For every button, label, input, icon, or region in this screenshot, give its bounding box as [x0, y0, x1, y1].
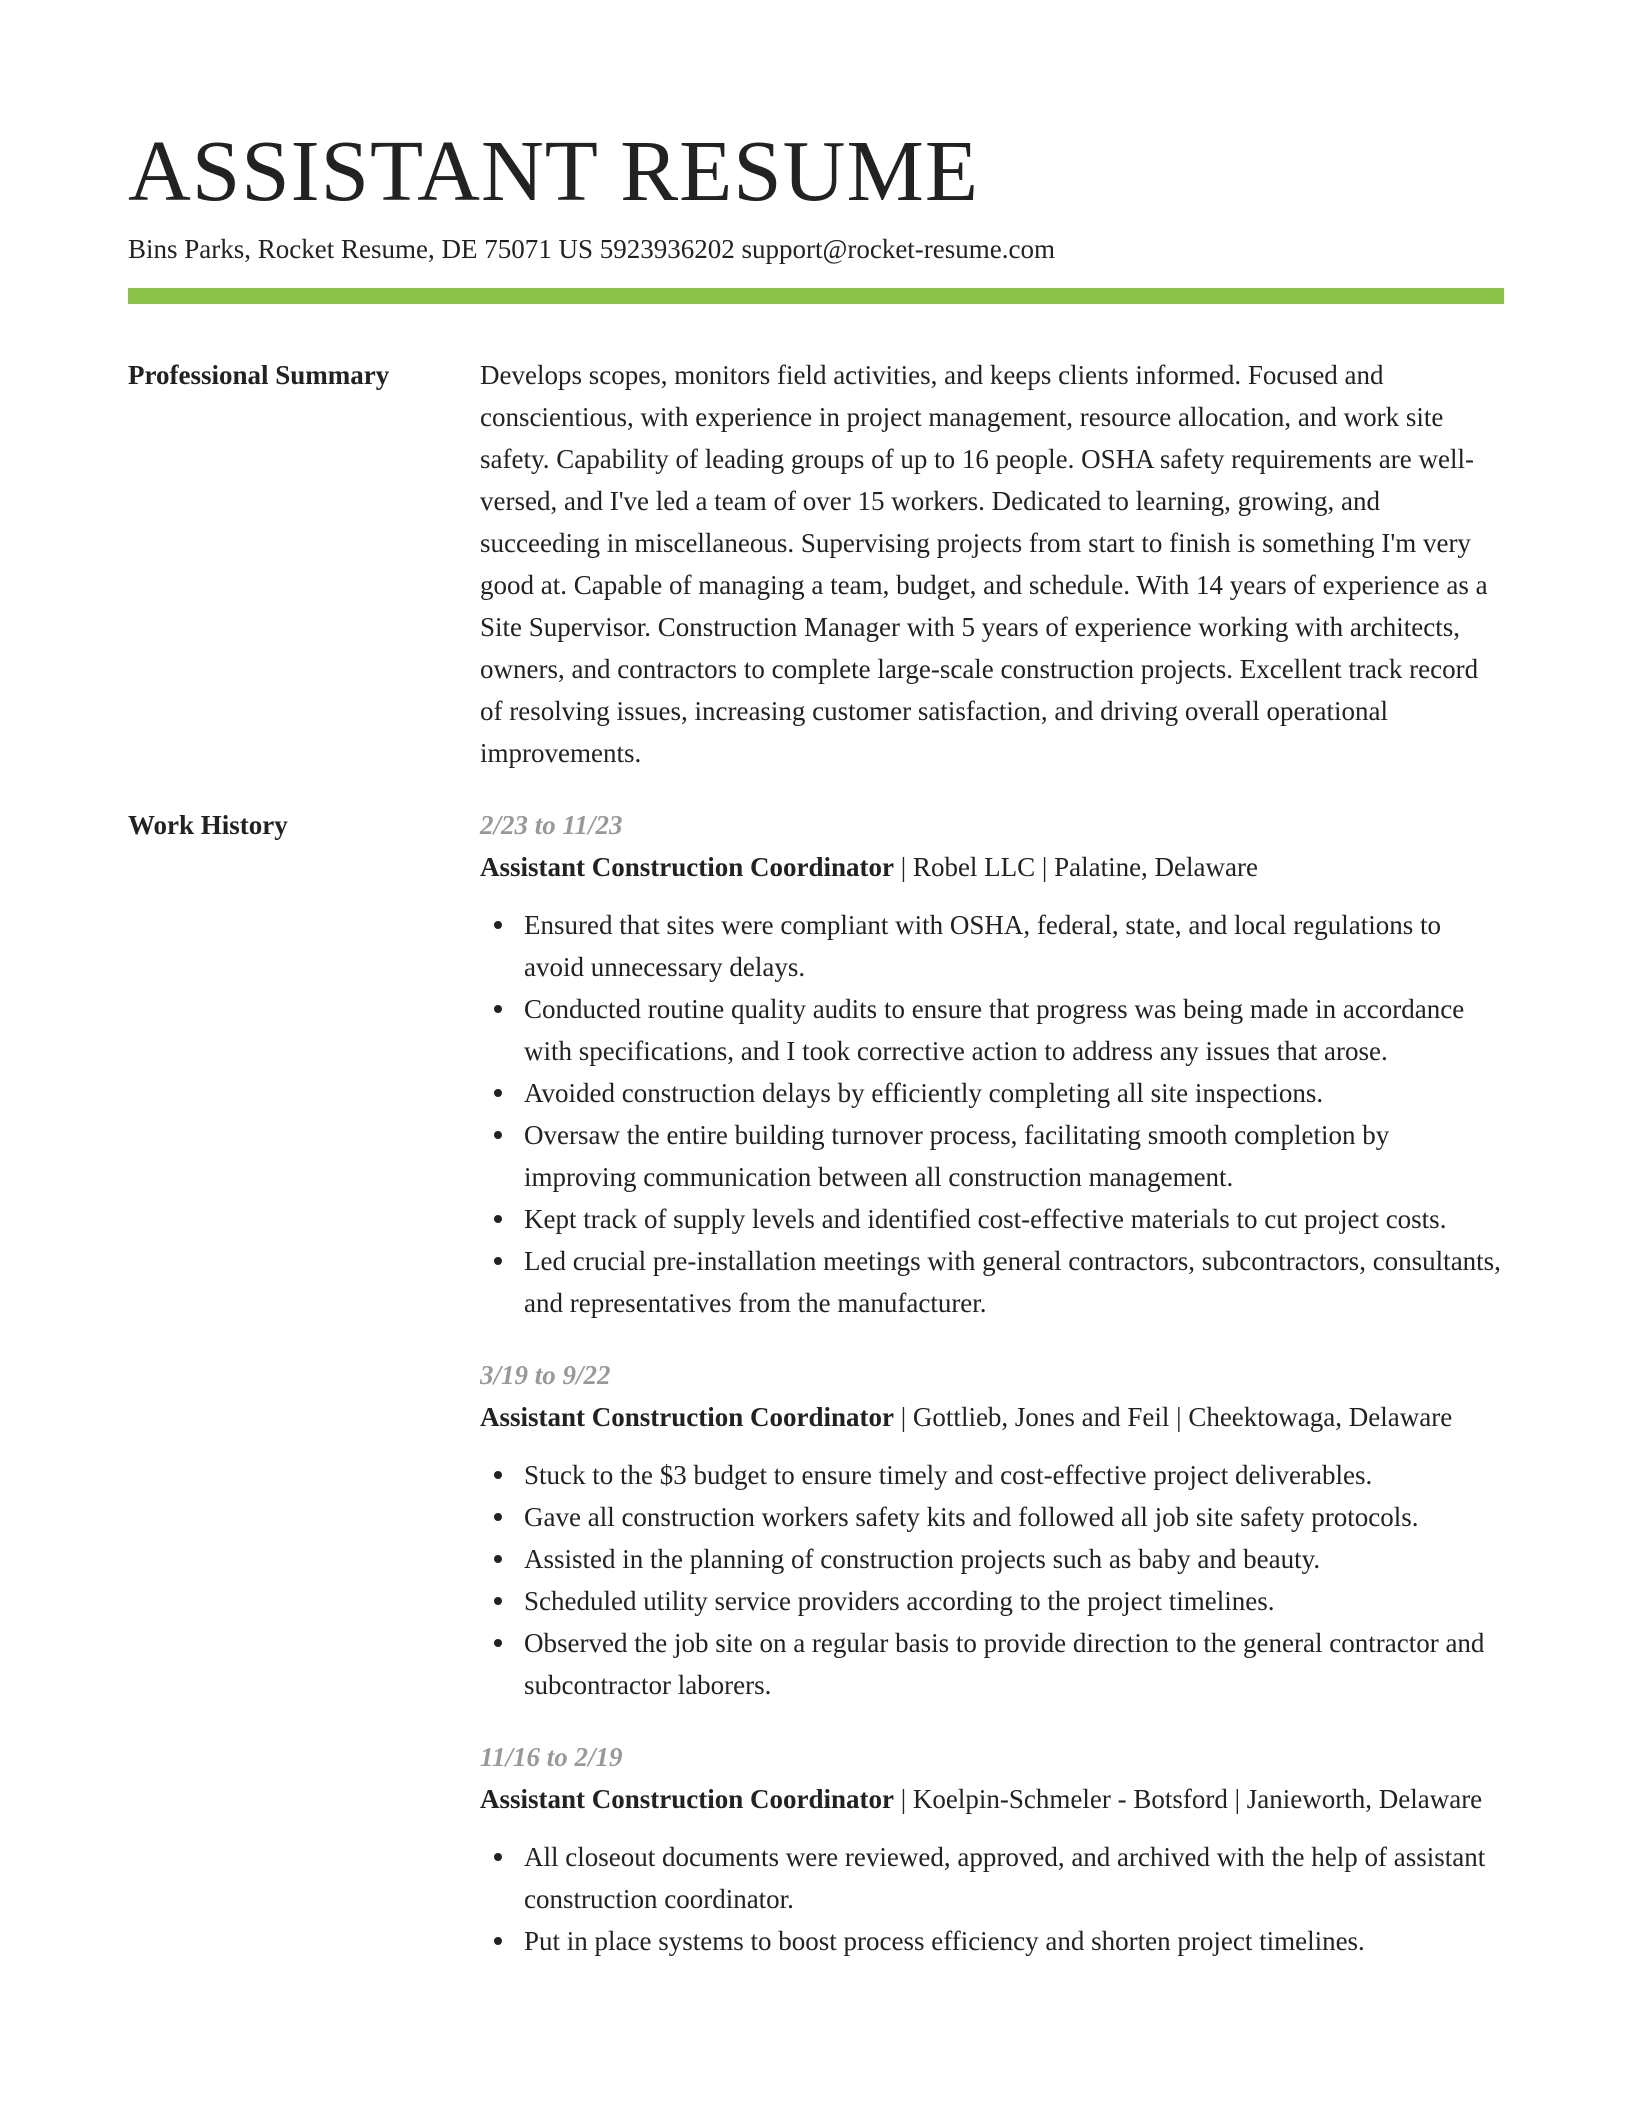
bullet-text: Observed the job site on a regular basis to provide direction to the general contractor and subcontractor laborers. — [524, 1628, 1485, 1700]
bullet-text: Stuck to the $3 budget to ensure timely and cost-effective project deliverables. — [524, 1460, 1373, 1490]
bullet-dot-icon — [494, 1555, 502, 1563]
bullet-dot-icon — [494, 1215, 502, 1223]
bullet-dot-icon — [494, 1597, 502, 1605]
bullet-dot-icon — [494, 1089, 502, 1097]
bullet-text: Oversaw the entire building turnover process, facilitating smooth completion by improving communication between all construction management. — [524, 1120, 1390, 1192]
job-bullet — [524, 988, 1504, 1072]
bullet-text: Avoided construction delays by efficiently completing all site inspections. — [524, 1078, 1324, 1108]
bullet-dot-icon — [494, 1471, 502, 1479]
bullet-text: Put in place systems to boost process efficiency and shorten project timelines. — [524, 1926, 1365, 1956]
bullet-dot-icon — [494, 1131, 502, 1139]
summary-text: Develops scopes, monitors field activities, and keeps clients informed. Focused and conscientious, with experience in project management, resource allocation, and work site safety. Capability of leading groups of up to 16 people. OSHA safety requirements are well-versed, and I've led a team of over 15 workers. Dedicated to learning, growing, and succeeding in miscellaneous. Supervising projects from start to finish is something I'm very good at. Capable of managing a team, budget, and schedule. With 14 years of experience as a Site Supervisor. Construction Manager with 5 years of experience working with architects, owners, and contractors to complete large-scale construction projects. Excellent track record of resolving issues, increasing customer satisfaction, and driving overall operational improvements. — [480, 360, 1488, 768]
job-bullet — [524, 1538, 1504, 1580]
job-bullet — [524, 1114, 1504, 1198]
accent-divider — [128, 288, 1504, 304]
bullet-text: Kept track of supply levels and identified cost-effective materials to cut project costs. — [524, 1204, 1447, 1234]
job-bullet-list — [480, 904, 1504, 1324]
job-bullet-list — [480, 1454, 1504, 1706]
job-title: Assistant Construction Coordinator — [480, 852, 895, 882]
bullet-dot-icon — [494, 1937, 502, 1945]
job-bullet — [524, 1580, 1504, 1622]
bullet-dot-icon — [494, 1513, 502, 1521]
bullet-text: Assisted in the planning of construction projects such as baby and beauty. — [524, 1544, 1321, 1574]
job-bullet — [524, 1496, 1504, 1538]
resume-page — [128, 0, 1504, 1992]
bullet-dot-icon — [494, 1005, 502, 1013]
job-dates: 2/23 to 11/23 — [480, 810, 623, 840]
job-heading — [480, 1778, 1504, 1820]
job-bullet — [524, 1198, 1504, 1240]
bullet-text: Scheduled utility service providers according to the project timelines. — [524, 1586, 1275, 1616]
professional-summary-section — [128, 354, 1504, 774]
bullet-dot-icon — [494, 1639, 502, 1647]
job-bullet — [524, 1454, 1504, 1496]
bullet-text: Gave all construction workers safety kits and followed all job site safety protocols. — [524, 1502, 1419, 1532]
job-dates: 3/19 to 9/22 — [480, 1360, 611, 1390]
work-history-section — [128, 804, 1504, 1992]
section-label-work-history: Work History — [128, 810, 288, 840]
work-history-body — [480, 804, 1504, 1992]
job-bullet — [524, 1836, 1504, 1920]
job-bullet — [524, 1622, 1504, 1706]
job-entry — [480, 1354, 1504, 1706]
job-bullet — [524, 1072, 1504, 1114]
job-company-location: | Robel LLC | Palatine, Delaware — [894, 852, 1258, 882]
bullet-dot-icon — [494, 1853, 502, 1861]
bullet-text: Led crucial pre-installation meetings with general contractors, subcontractors, consultants, and representatives from the manufacturer. — [524, 1246, 1501, 1318]
job-bullet — [524, 1920, 1504, 1962]
bullet-text: Ensured that sites were compliant with OSHA, federal, state, and local regulations to avoid unnecessary delays. — [524, 910, 1441, 982]
job-bullet — [524, 904, 1504, 988]
summary-body — [480, 354, 1504, 774]
job-heading — [480, 1396, 1504, 1438]
job-bullet — [524, 1240, 1504, 1324]
job-company-location: | Gottlieb, Jones and Feil | Cheektowaga, Delaware — [894, 1402, 1453, 1432]
job-heading — [480, 846, 1504, 888]
job-bullet-list — [480, 1836, 1504, 1962]
job-entry — [480, 804, 1504, 1324]
job-title: Assistant Construction Coordinator — [480, 1402, 895, 1432]
bullet-dot-icon — [494, 921, 502, 929]
job-entry — [480, 1736, 1504, 1962]
bullet-text: Conducted routine quality audits to ensure that progress was being made in accordance with specifications, and I took corrective action to address any issues that arose. — [524, 994, 1465, 1066]
section-label-summary: Professional Summary — [128, 360, 390, 390]
contact-line: Bins Parks, Rocket Resume, DE 75071 US 5923936202 support@rocket-resume.com — [128, 234, 1056, 264]
bullet-text: All closeout documents were reviewed, approved, and archived with the help of assistant construction coordinator. — [524, 1842, 1486, 1914]
resume-title: ASSISTANT RESUME — [128, 122, 979, 219]
bullet-dot-icon — [494, 1257, 502, 1265]
job-title: Assistant Construction Coordinator — [480, 1784, 895, 1814]
job-company-location: | Koelpin-Schmeler - Botsford | Janieworth, Delaware — [894, 1784, 1483, 1814]
job-dates: 11/16 to 2/19 — [480, 1742, 623, 1772]
